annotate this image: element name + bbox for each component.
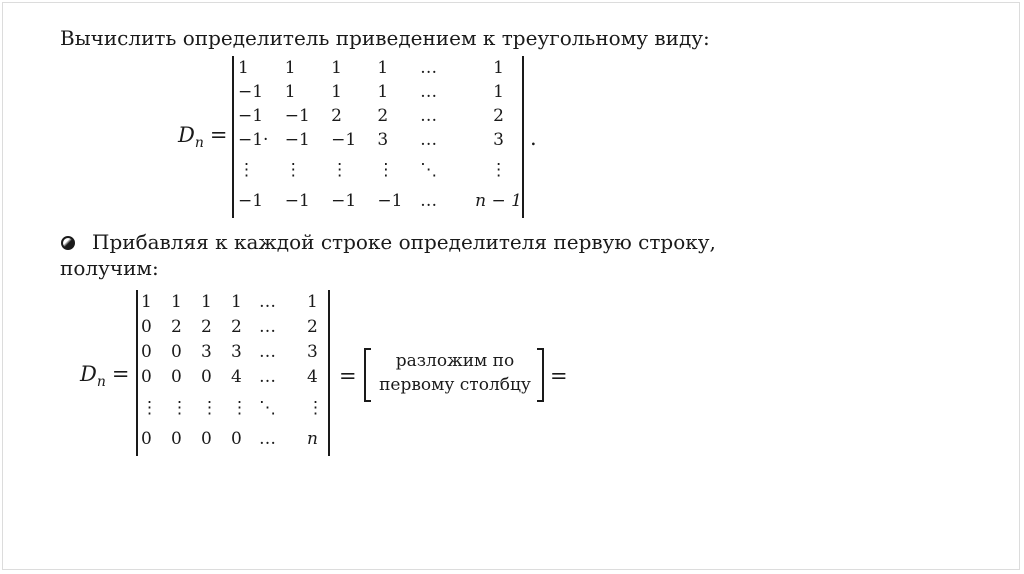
det1-cell: −1 [238,190,264,211]
bullet-icon [61,236,75,250]
det1-cell: 1 [284,57,296,78]
det1-cell: 1 [377,57,389,78]
det2-equals-final: = [550,364,568,388]
det1-cell: 1 [331,57,342,78]
det1-cell: −1 [284,190,310,211]
task-title: Вычислить определитель приведением к треугольному виду: [60,26,710,50]
det1-cell: 1 [238,57,249,78]
det2-cell: ⋮ [201,397,218,418]
det1-row [238,56,522,80]
det2-cell: … [259,292,276,312]
det1-cell: −1 [284,129,310,150]
det1-cell: −1 [377,190,403,211]
det1-cell: ⋮ [238,159,255,180]
det1-cell: 2 [331,105,342,126]
det2-cell: 4 [307,367,318,387]
det2-label-eq: = [111,362,130,386]
det1-cell: 1 [493,81,504,102]
right-square-bracket [537,348,544,402]
det2-cell: ⋮ [307,397,324,418]
det1-cell: ⋱ [420,159,438,180]
det2-matrix [136,290,330,456]
det2-cell: 0 [141,317,152,337]
det2-cell: … [259,367,276,387]
det2-cell: ⋮ [141,397,158,418]
det2-table [141,290,325,452]
det2-row [141,290,325,315]
det1-cell: −1 [331,129,357,150]
det1-label-sub: n [194,135,204,151]
det1-cell: −1 [331,190,357,211]
det1-cell: −1 [238,105,264,126]
det1-cell: 3 [377,129,389,150]
det1-label-main: D [178,123,195,147]
det1-cell: −1 [284,105,310,126]
det2-cell: 1 [141,292,152,312]
det2-cell: 0 [141,367,152,387]
det1-row [238,188,522,214]
det2-cell: 2 [201,317,212,337]
det1-cell: 3 [493,129,504,150]
det1-row [238,152,522,188]
det1-cell: … [420,190,438,211]
det2-cell: 1 [201,292,212,312]
det1-row [238,80,522,104]
det2-row [141,365,325,390]
det1-cell: 2 [493,105,504,126]
det2-cell: 1 [171,292,182,312]
det2-row [141,315,325,340]
det1-cell: n − 1 [475,190,522,211]
bracket-line-1: разложим по [395,351,515,371]
det1-cell: … [420,129,438,150]
det2-label [80,362,130,390]
det2-row [141,390,325,426]
det1-cell: 1 [284,81,296,102]
det1-cell: … [420,57,438,78]
det1-cell: … [420,81,438,102]
bracket-line-2: первому столбцу [379,375,531,395]
det2-cell: ⋮ [231,397,248,418]
bracket-note [372,349,538,397]
solution-line-2: получим: [60,256,159,280]
det2-equals-after: = [339,364,357,388]
det2-cell: 0 [171,367,182,387]
det1-cell: ⋮ [284,159,302,180]
det1-cell: 2 [377,105,389,126]
det2-cell: … [259,428,276,449]
det2-label-main: D [80,362,97,386]
det1-label-eq: = [209,123,228,147]
det2-row [141,426,325,452]
det1-cell: −1 [238,81,264,102]
det2-cell: 4 [231,367,242,387]
det2-cell: ⋱ [259,397,276,418]
det1-label [178,123,228,151]
det2-cell: 3 [231,342,242,362]
det2-row [141,340,325,365]
det2-cell: 0 [141,428,152,449]
left-square-bracket [364,348,371,402]
det1-row [238,104,522,128]
det2-cell: 0 [231,428,242,449]
det1-matrix [232,56,524,218]
det1-cell: −1· [238,129,269,150]
det2-cell: 3 [307,342,318,362]
det1-cell: ⋮ [490,159,508,180]
det2-cell: … [259,317,276,337]
det2-cell: 1 [231,292,242,312]
det2-cell: 0 [141,342,152,362]
det2-cell: 2 [231,317,242,337]
det2-cell: … [259,342,276,362]
det1-cell: ⋮ [377,159,395,180]
det1-table [238,56,522,214]
det2-cell: 3 [201,342,212,362]
det2-cell: 1 [307,292,318,312]
det2-cell: 0 [171,342,182,362]
det1-cell: … [420,105,438,126]
solution-line-1: Прибавляя к каждой строке определителя первую строку, [92,230,716,254]
det2-cell: 2 [307,317,318,337]
det1-cell: 1 [331,81,342,102]
det2-cell: 2 [171,317,182,337]
det1-trailing-period: . [530,126,537,150]
det2-cell: 0 [171,428,182,449]
det2-label-sub: n [96,374,106,390]
det1-cell: 1 [377,81,389,102]
det1-cell: ⋮ [331,159,349,180]
det2-cell: ⋮ [171,397,188,418]
det1-row [238,128,522,152]
det2-cell: 0 [201,367,212,387]
det2-cell: 0 [201,428,212,449]
det1-cell: 1 [493,57,504,78]
det2-cell: n [307,428,318,449]
